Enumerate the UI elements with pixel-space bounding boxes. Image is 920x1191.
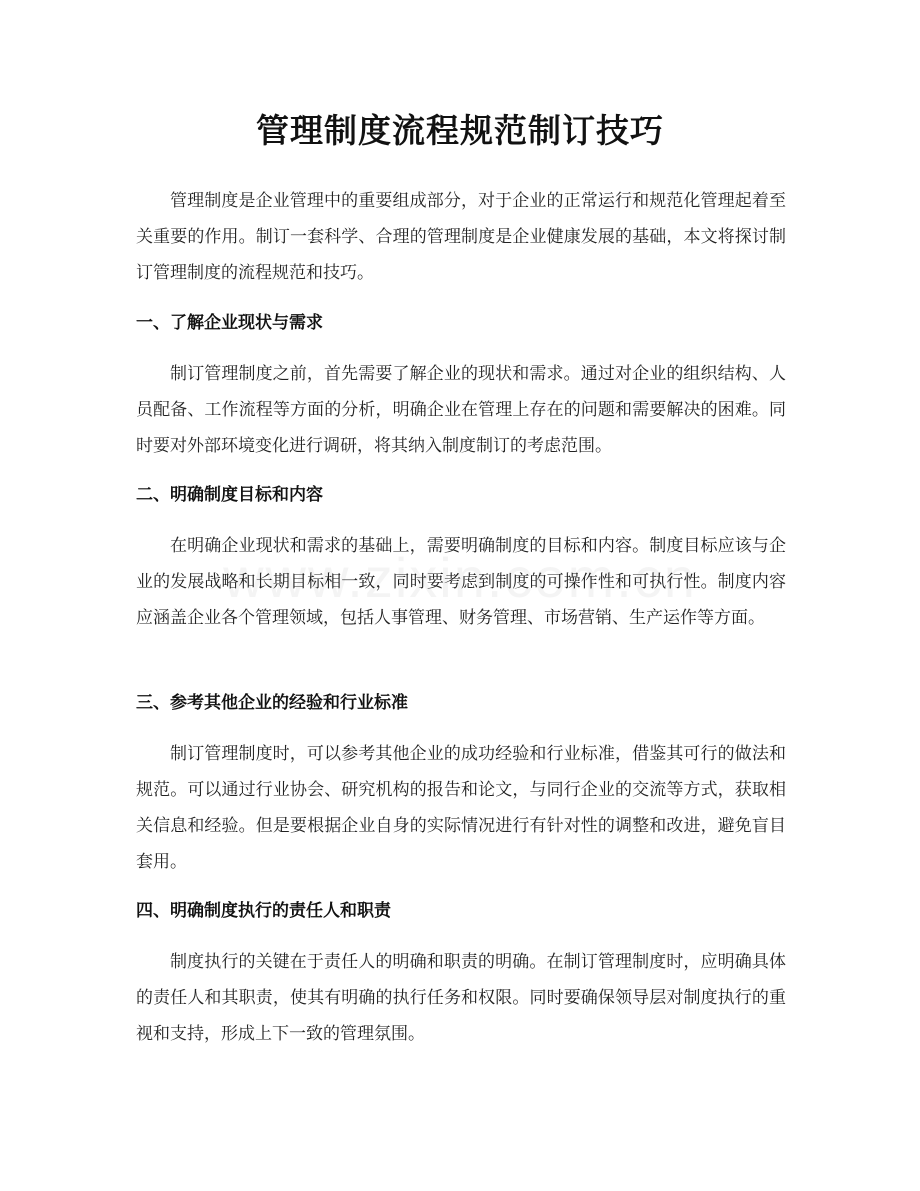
section-heading-4: 四、明确制度执行的责任人和职责 <box>136 901 391 921</box>
section-heading-3: 三、参考其他企业的经验和行业标准 <box>136 693 408 713</box>
section-body-1: 制订管理制度之前，首先需要了解企业的现状和需求。通过对企业的组织结构、人员配备、工作流程等方面的分析，明确企业在管理上存在的问题和需要解决的困难。同时要对外部环境变化进行调研，将其纳入制度制订的考虑范围。 <box>136 364 786 456</box>
section-body-3: 制订管理制度时，可以参考其他企业的成功经验和行业标准，借鉴其可行的做法和规范。可以通过行业协会、研究机构的报告和论文，与同行企业的交流等方式，获取相关信息和经验。但是要根据企业自身的实际情况进行有针对性的调整和改进，避免盲目套用。 <box>136 744 786 872</box>
intro-paragraph: 管理制度是企业管理中的重要组成部分，对于企业的正常运行和规范化管理起着至关重要的作用。制订一套科学、合理的管理制度是企业健康发展的基础，本文将探讨制订管理制度的流程规范和技巧。 <box>136 191 786 283</box>
section-body-4: 制度执行的关键在于责任人的明确和职责的明确。在制订管理制度时，应明确具体的责任人和其职责，使其有明确的执行任务和权限。同时要确保领导层对制度执行的重视和支持，形成上下一致的管理氛围。 <box>136 952 786 1044</box>
section-body-2: 在明确企业现状和需求的基础上，需要明确制度的目标和内容。制度目标应该与企业的发展战略和长期目标相一致，同时要考虑到制度的可操作性和可执行性。制度内容应涵盖企业各个管理领域，包括人事管理、财务管理、市场营销、生产运作等方面。 <box>136 536 786 628</box>
document-title: 管理制度流程规范制订技巧 <box>256 111 664 150</box>
section-heading-2: 二、明确制度目标和内容 <box>136 485 323 505</box>
section-heading-1: 一、了解企业现状与需求 <box>136 313 323 333</box>
